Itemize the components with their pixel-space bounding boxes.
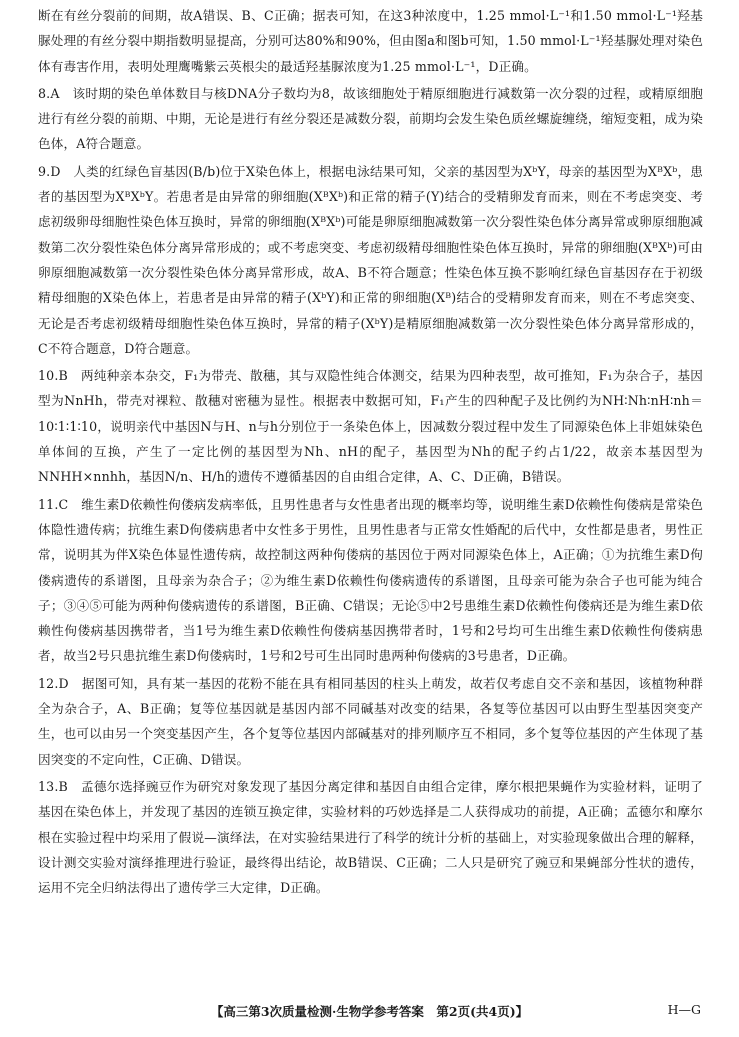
answer-content xyxy=(38,0,703,900)
answer-item-9: 9.D 人类的红绿色盲基因(B/b)位于X染色体上，根据电泳结果可知，父亲的基因型为XᵇY，母亲的基因型为XᴮXᵇ，患者的基因型为XᴮXᵇY。若患者是由异常的卵细胞(XᴮXᵇ)和正常的精子(Y)结合的受精卵发育而来，则在不考虑突变、考虑初级卵母细胞性染色体互换时，异常的卵细胞(XᴮXᵇ)可能是卵原细胞减数第一次分裂性染色体分离异常或卵原细胞减数第二次分裂性染色体分离异常形成的；或不考虑突变、考虑初级精母细胞性染色体互换时，异常的卵细胞(XᴮXᵇ)可由卵原细胞减数第一次分裂性染色体分离异常形成，故A、B不符合题意；性染色体互换不影响红绿色盲基因存在于初级精母细胞的X染色体上，若患者是由异常的精子(XᵇY)和正常的卵细胞(Xᴮ)结合的受精卵发育而来，则在不考虑突变、无论是否考虑初级精母细胞性染色体互换时，异常的精子(XᵇY)是精原细胞减数第一次分裂性染色体分离异常形成的，C不符合题意，D符合题意。 xyxy=(38,163,703,356)
paragraph-7-continued: 断在有丝分裂前的间期，故A错误、B、C正确；据表可知，在这3种浓度中，1.25 mmol·L⁻¹和1.50 mmol·L⁻¹羟基脲处理的有丝分裂中期指数明显提高，分别可达80%和90%，但由图a和图b可知，1.50 mmol·L⁻¹羟基脲处理对染色体有毒害作用，表明处理鹰嘴紫云英根尖的最适羟基脲浓度为1.25 mmol·L⁻¹，D正确。 xyxy=(38,8,703,74)
footer-title: 【高三第3次质量检测·生物学参考答案 第2页(共4页)】 xyxy=(210,1004,529,1019)
answer-item-10: 10.B 两纯种亲本杂交，F₁为带壳、散穗，其与双隐性纯合体测交，结果为四种表型，故可推知，F₁为杂合子，基因型为NnHh，带壳对裸粒、散穗对密穗为显性。根据表中数据可知，F₁产生的四种配子及比例约为NH∶Nh∶nH∶nh＝10∶1∶1∶10，说明亲代中基因N与H、n与h分别位于一条染色体上，因减数分裂过程中发生了同源染色体上非姐妹染色单体间的互换，产生了一定比例的基因型为Nh、nH的配子，基因型为Nh的配子约占1/22，故亲本基因型为NNHH×nnhh，基因N/n、H/h的遗传不遵循基因的自由组合定律，A、C、D正确，B错误。 xyxy=(38,368,703,485)
answer-item-8: 8.A 该时期的染色单体数目与核DNA分子数均为8，故该细胞处于精原细胞进行减数第一次分裂的过程，或精原细胞进行有丝分裂的前期、中期，无论是进行有丝分裂还是减数分裂，前期均会发生染色质丝螺旋缠绕，缩短变粗，成为染色体，A符合题意。 xyxy=(38,85,703,152)
page-footer xyxy=(0,1002,739,1022)
answer-item-12: 12.D 据图可知，具有某一基因的花粉不能在具有相同基因的柱头上萌发，故若仅考虑自交不亲和基因，该植物种群全为杂合子，A、B正确；复等位基因就是基因内部不同碱基对改变的结果，各复等位基因可以由野生型基因突变产生，也可以由另一个突变基因产生，各个复等位基因内部碱基对的排列顺序互不相同，多个复等位基因的产生体现了基因突变的不定向性，C正确、D错误。 xyxy=(38,675,703,767)
answer-item-11: 11.C 维生素D依赖性佝偻病发病率低，且男性患者与女性患者出现的概率均等，说明维生素D依赖性佝偻病是常染色体隐性遗传病；抗维生素D佝偻病患者中女性多于男性，且男性患者与正常女性婚配的后代中，女性都是患者，男性正常，说明其为伴X染色体显性遗传病，故控制这两种佝偻病的基因位于两对同源染色体上，A正确；①为抗维生素D佝偻病遗传的系谱图，且母亲为杂合子；②为维生素D依赖性佝偻病遗传的系谱图，且母亲可能为杂合子也可能为纯合子；③④⑤可能为两种佝偻病遗传的系谱图，B正确、C错误；无论⑤中2号患维生素D依赖性佝偻病还是为维生素D依赖性佝偻病基因携带者，当1号为维生素D依赖性佝偻病基因携带者时，1号和2号均可生出维生素D依赖性佝偻病患者，故当2号只患抗维生素D佝偻病时，1号和2号可生出同时患两种佝偻病的3号患者，D正确。 xyxy=(38,496,703,664)
answer-item-13: 13.B 孟德尔选择豌豆作为研究对象发现了基因分离定律和基因自由组合定律，摩尔根把果蝇作为实验材料，证明了基因在染色体上，并发现了基因的连锁互换定律，实验材料的巧妙选择是二人获得成功的前提，A正确；孟德尔和摩尔根在实验过程中均采用了假说—演绎法，在对实验结果进行了科学的统计分析的基础上，对实验现象做出合理的解释，设计测交实验对演绎推理进行验证，最终得出结论，故B错误、C正确；二人只是研究了豌豆和果蝇部分性状的遗传，运用不完全归纳法得出了遗传学三大定律，D正确。 xyxy=(38,778,703,896)
footer-code: H—G xyxy=(667,1002,701,1017)
